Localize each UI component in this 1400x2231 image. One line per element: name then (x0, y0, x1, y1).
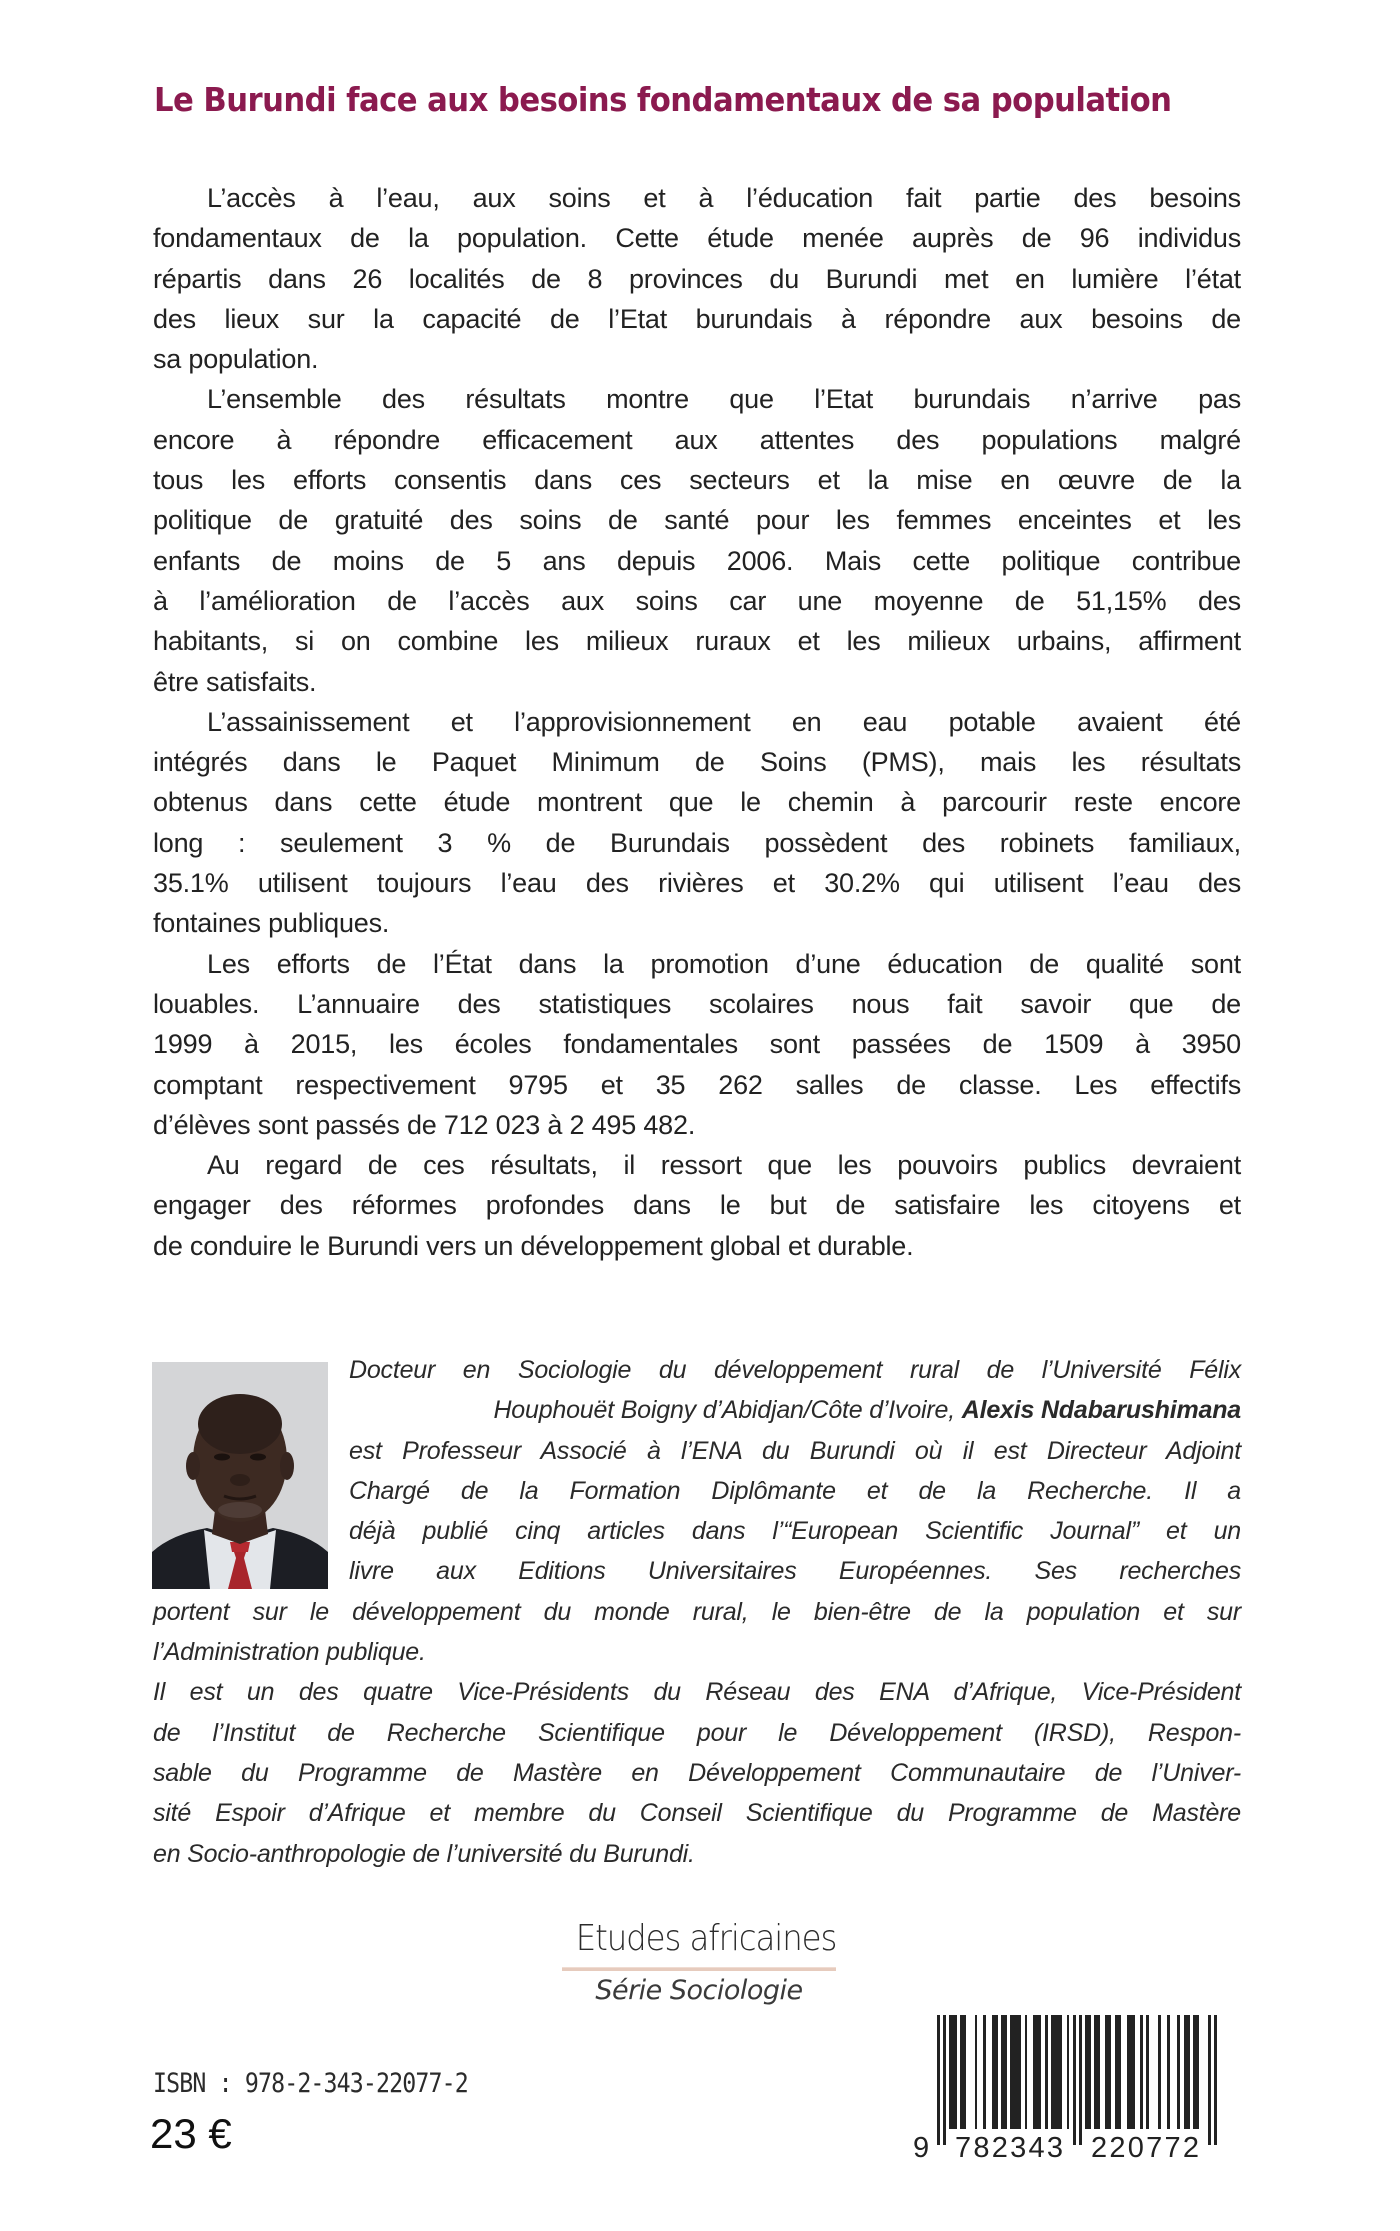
bio-line (349, 1391, 1241, 1431)
series-divider (562, 1967, 836, 1971)
series-name: Etudes africaines (575, 1918, 837, 1959)
barcode-digit-first: 9 (913, 2132, 930, 2164)
bio-line: Docteur en Sociologie du développement rural de l’Université Félix (349, 1356, 1241, 1384)
summary-line: habitants, si on combine les milieux ruraux et les milieux urbains, affirment (153, 626, 1241, 657)
barcode-digits-left: 782343 (955, 2132, 1063, 2164)
bio-line: déjà publié cinq articles dans l’“European Scientific Journal” et un (349, 1517, 1241, 1546)
summary-line: de conduire le Burundi vers un développement global et durable. (153, 1230, 914, 1261)
summary-line: à l’amélioration de l’accès aux soins car une moyenne de 51,15% des (153, 585, 1241, 616)
summary-line: être satisfaits. (153, 666, 317, 697)
bio-line: de l’Institut de Recherche Scientifique pour le Développement (IRSD), Respon- (153, 1718, 1241, 1747)
summary-line: enfants de moins de 5 ans depuis 2006. Mais cette politique contribue (153, 545, 1241, 576)
bio-line: Il est un des quatre Vice-Présidents du Réseau des ENA d’Afrique, Vice-Président (153, 1678, 1241, 1707)
summary-line: obtenus dans cette étude montrent que le chemin à parcourir reste encore (153, 787, 1241, 818)
summary-line: long : seulement 3 % de Burundais possèdent des robinets familiaux, (153, 827, 1241, 858)
book-title: Le Burundi face aux besoins fondamentaux de sa population (154, 80, 1172, 119)
isbn: ISBN : 978-2-343-22077-2 (153, 2068, 468, 2099)
series-subtitle: Série Sociologie (595, 1975, 803, 2006)
bio-line: en Socio-anthropologie de l’université du Burundi. (153, 1839, 695, 1868)
price: 23 € (150, 2110, 232, 2157)
bio-line: est Professeur Associé à l’ENA du Burundi où il est Directeur Adjoint (349, 1436, 1241, 1465)
summary-line: comptant respectivement 9795 et 35 262 salles de classe. Les effectifs (153, 1069, 1241, 1100)
summary-line: engager des réformes profondes dans le but de satisfaire les citoyens et (153, 1190, 1241, 1221)
bio-line-text: Houphouët Boigny d’Abidjan/Côte d’Ivoire, (493, 1396, 962, 1425)
summary-line: des lieux sur la capacité de l’Etat burundais à répondre aux besoins de (153, 303, 1241, 334)
author-name: Alexis Ndabarushimana (961, 1396, 1241, 1425)
summary-line: 1999 à 2015, les écoles fondamentales sont passées de 1509 à 3950 (153, 1029, 1241, 1060)
summary-line: L’assainissement et l’approvisionnement en eau potable avaient été (207, 706, 1241, 737)
summary-line: encore à répondre efficacement aux attentes des populations malgré (153, 424, 1241, 455)
summary-line: 35.1% utilisent toujours l’eau des rivières et 30.2% qui utilisent l’eau des (153, 868, 1241, 899)
summary-line: intégrés dans le Paquet Minimum de Soins (PMS), mais les résultats (153, 747, 1241, 778)
summary-line: sa population. (153, 344, 319, 375)
barcode-icon (905, 2012, 1235, 2172)
summary-line: tous les efforts consentis dans ces secteurs et la mise en œuvre de la (153, 465, 1241, 496)
summary-line: politique de gratuité des soins de santé pour les femmes enceintes et les (153, 505, 1241, 536)
bio-line: sité Espoir d’Afrique et membre du Conseil Scientifique du Programme de Mastère (153, 1799, 1241, 1828)
summary-line: fondamentaux de la population. Cette étude menée auprès de 96 individus (153, 223, 1241, 254)
summary-line: Les efforts de l’État dans la promotion d’une éducation de qualité sont (207, 948, 1241, 979)
series-logo (562, 1917, 836, 2006)
bio-line: portent sur le développement du monde rural, le bien-être de la population et sur (153, 1597, 1241, 1626)
bio-line: livre aux Editions Universitaires Européennes. Ses recherches (349, 1557, 1241, 1586)
summary-line: L’accès à l’eau, aux soins et à l’éducation fait partie des besoins (207, 183, 1241, 213)
summary-line: Au regard de ces résultats, il ressort que les pouvoirs publics devraient (207, 1150, 1241, 1181)
summary-line: d’élèves sont passés de 712 023 à 2 495 482. (153, 1109, 696, 1140)
summary-line: louables. L’annuaire des statistiques scolaires nous fait savoir que de (153, 988, 1241, 1019)
author-bio (153, 1351, 1241, 1875)
barcode-digits-right: 220772 (1091, 2132, 1199, 2164)
bio-line: Chargé de la Formation Diplômante et de la Recherche. Il a (349, 1476, 1241, 1505)
bio-line: sable du Programme de Mastère en Développement Communautaire de l’Univer- (153, 1758, 1241, 1787)
summary-line: répartis dans 26 localités de 8 provinces du Burundi met en lumière l’état (153, 263, 1241, 294)
summary-text (153, 178, 1241, 1266)
summary-line: fontaines publiques. (153, 908, 390, 939)
bio-line: l’Administration publique. (153, 1638, 426, 1667)
summary-line: L’ensemble des résultats montre que l’Etat burundais n’arrive pas (207, 384, 1241, 415)
